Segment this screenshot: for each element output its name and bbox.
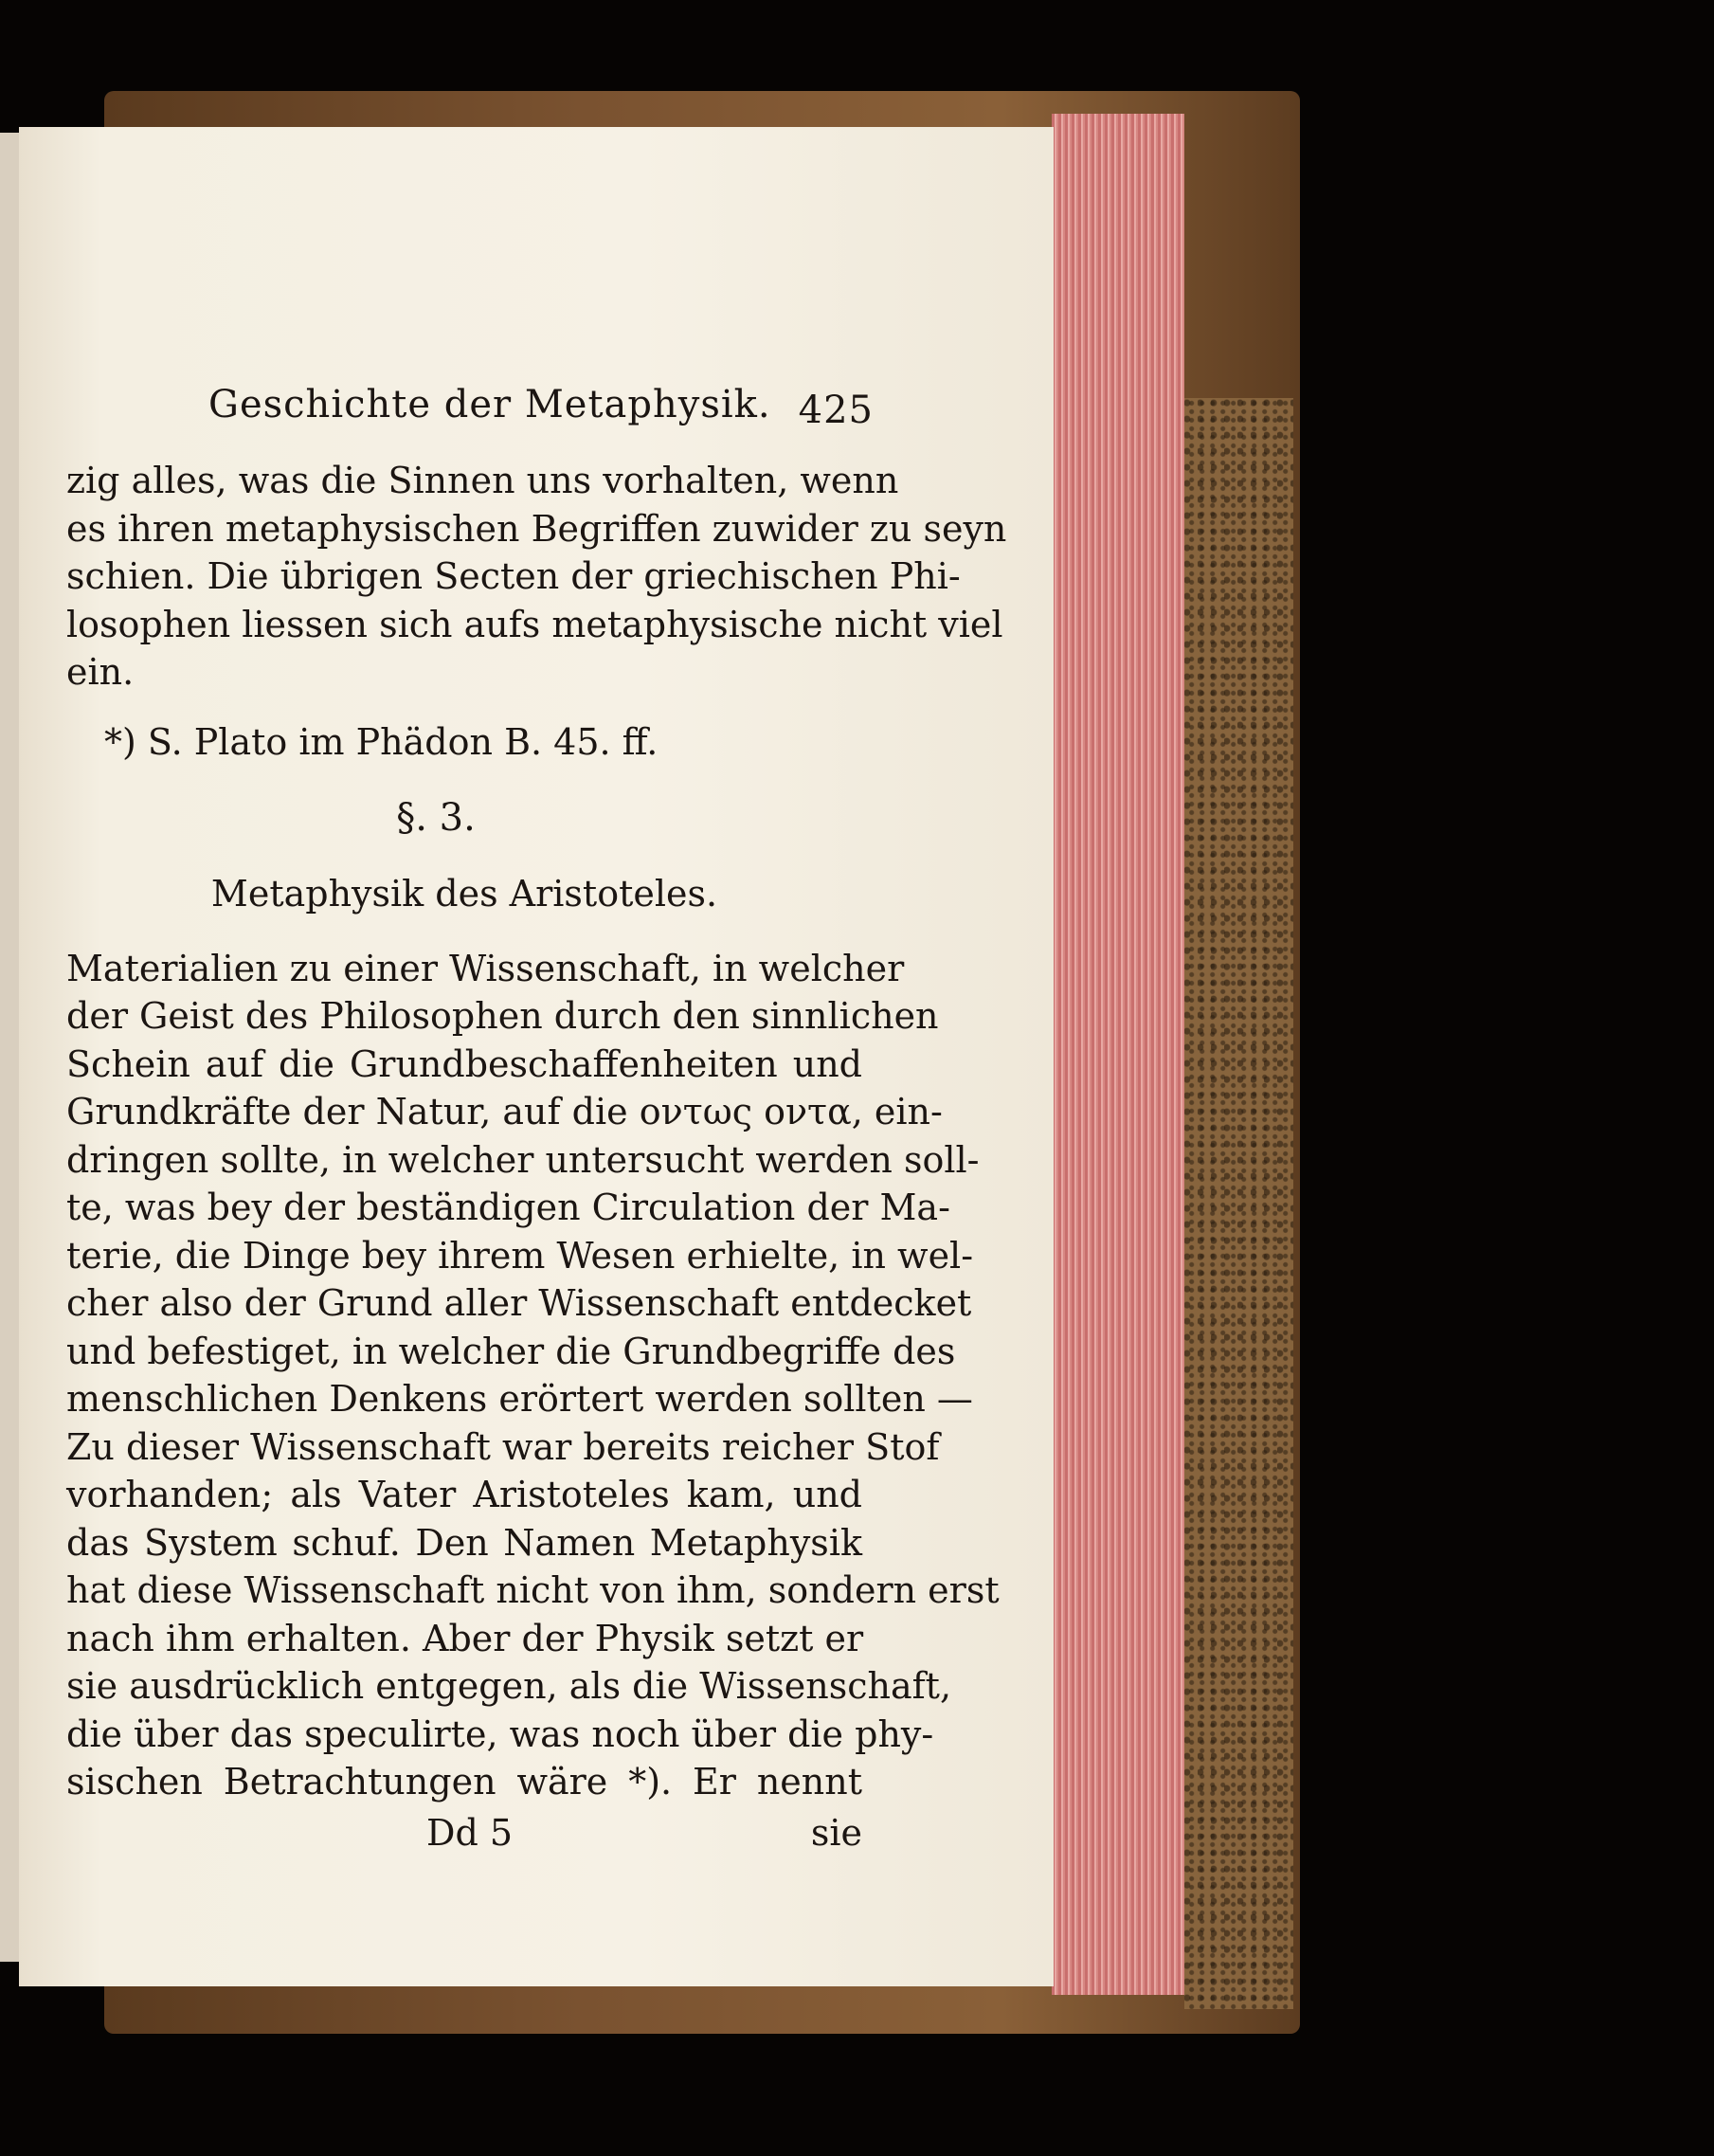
signature-mark: Dd 5 <box>426 1811 514 1854</box>
cover-spine-texture <box>1184 398 1293 2009</box>
section-title: Metaphysik des Aristoteles. <box>210 872 718 915</box>
text-line: Materialien zu einer Wissenschaft, in welcher <box>66 947 905 989</box>
text-line: der Geist des Philosophen durch den sinnlichen <box>66 995 939 1037</box>
paragraph-main <box>66 945 1000 1806</box>
text-line: ein. <box>66 651 135 693</box>
running-head-title: Geschichte der Metaphysik. <box>208 383 771 426</box>
text-line: nach ihm erhalten. Aber der Physik setzt er <box>66 1617 864 1659</box>
running-head <box>66 383 874 457</box>
text-line: te, was bey der beständigen Circulation der Ma- <box>66 1187 950 1228</box>
page-number: 425 <box>798 389 874 432</box>
text-line: terie, die Dinge bey ihrem Wesen erhielte, in wel- <box>66 1234 974 1277</box>
text-line: zig alles, was die Sinnen uns vorhalten, wenn <box>66 460 899 501</box>
text-line: cher also der Grund aller Wissenschaft entdecket <box>66 1282 972 1324</box>
footnote: *) S. Plato im Phädon B. 45. ff. <box>104 720 659 763</box>
page-footer <box>66 1812 862 1865</box>
text-line: und befestiget, in welcher die Grundbegriffe des <box>66 1330 956 1372</box>
text-line: menschlichen Denkens erörtert werden sollten — <box>66 1378 973 1420</box>
text-line: es ihren metaphysischen Begriffen zuwider zu seyn <box>66 507 1007 550</box>
text-line: schien. Die übrigen Secten der griechischen Phi- <box>66 555 961 597</box>
text-line: hat diese Wissenschaft nicht von ihm, sondern erst <box>66 1569 1000 1611</box>
text-line: Zu dieser Wissenschaft war bereits reicher Stof <box>66 1425 940 1468</box>
paragraph-top <box>66 457 1007 697</box>
previous-page-edge <box>0 133 21 1962</box>
text-line: die über das speculirte, was noch über die phy- <box>66 1712 934 1755</box>
text-line: dringen sollte, in welcher untersucht werden soll- <box>66 1138 980 1181</box>
catchword: sie <box>810 1811 862 1854</box>
text-line: Grundkräfte der Natur, auf die οντως οντα, ein- <box>66 1091 943 1132</box>
section-number: §. 3. <box>396 795 476 840</box>
text-block <box>66 383 1007 1865</box>
text-line: sie ausdrücklich entgegen, als die Wissenschaft, <box>66 1665 952 1707</box>
text-line: Schein auf die Grundbeschaffenheiten und <box>66 1042 862 1085</box>
book-page <box>19 127 1054 1986</box>
text-line: vorhanden; als Vater Aristoteles kam, und <box>66 1474 862 1515</box>
page-edges <box>1052 114 1184 1995</box>
text-line: sischen Betrachtungen wäre *). Er nennt <box>66 1761 862 1803</box>
text-line: losophen liessen sich aufs metaphysische nicht viel <box>66 603 1003 645</box>
text-line: das System schuf. Den Namen Metaphysik <box>66 1521 862 1564</box>
